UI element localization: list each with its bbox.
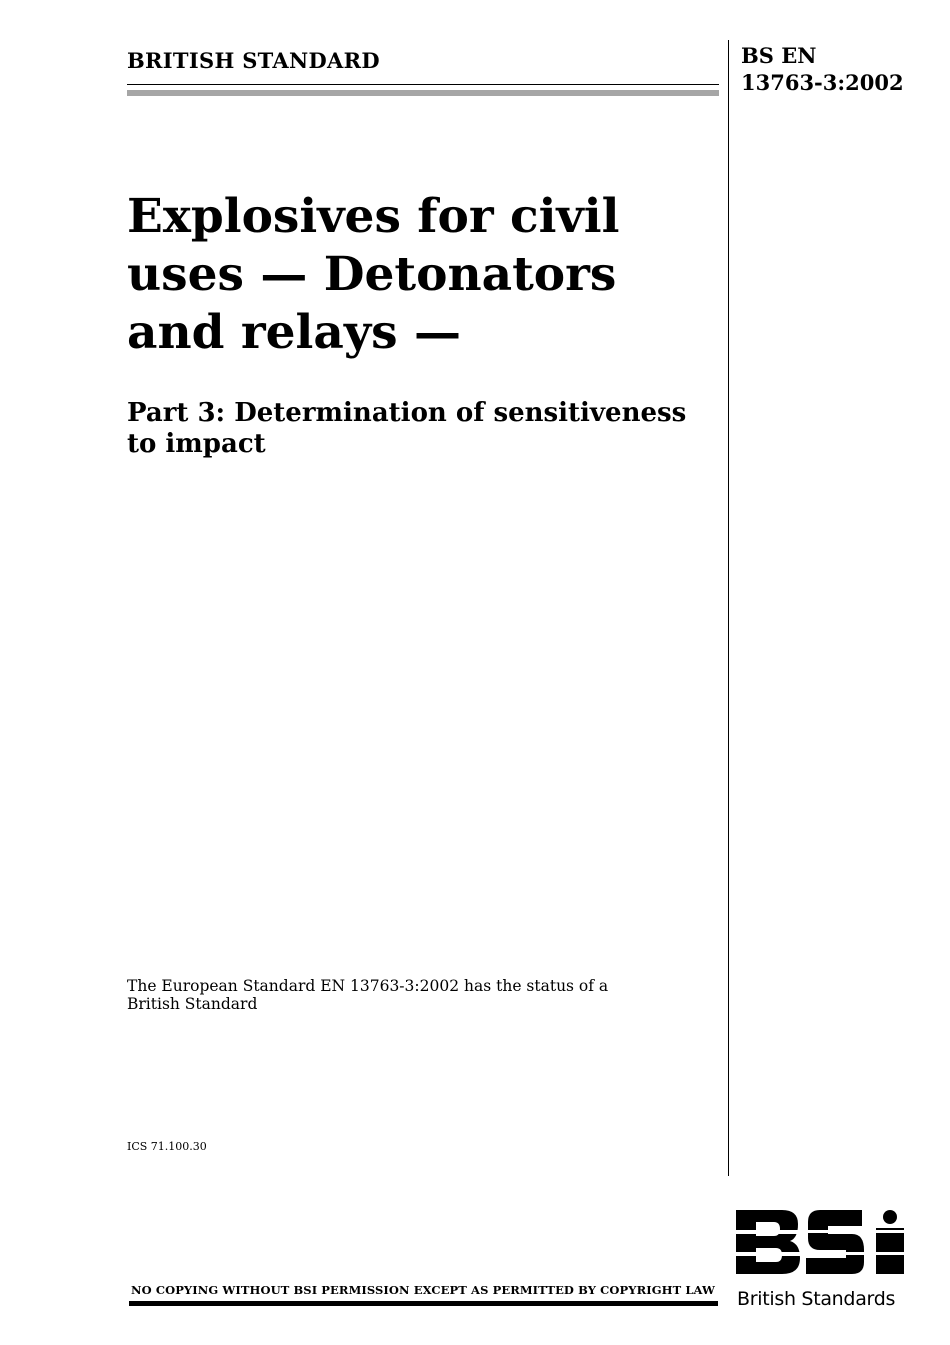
status-line2: British Standard	[127, 995, 258, 1013]
document-subtitle	[127, 398, 727, 460]
subtitle-line1: Part 3: Determination of sensitiveness	[127, 398, 687, 428]
bsi-logo-text: British Standards	[737, 1288, 896, 1310]
footer-rule	[129, 1301, 718, 1306]
subtitle-line2: to impact	[127, 429, 266, 459]
standard-number-line2: 13763-3:2002	[741, 70, 904, 95]
copyright-notice: NO COPYING WITHOUT BSI PERMISSION EXCEPT AS PERMITTED BY COPYRIGHT LAW	[130, 1283, 716, 1297]
status-line1: The European Standard EN 13763-3:2002 has the status of a	[127, 977, 609, 995]
status-statement	[127, 977, 627, 1013]
header-rule-thick	[127, 90, 719, 96]
standard-number	[741, 42, 904, 96]
title-line3: and relays —	[127, 305, 461, 360]
document-title	[127, 188, 717, 362]
header-rule-thin	[127, 84, 719, 85]
standard-number-line1: BS EN	[741, 43, 817, 68]
title-line1: Explosives for civil	[127, 189, 620, 244]
title-line2: uses — Detonators	[127, 247, 617, 302]
vertical-divider	[728, 40, 729, 1176]
document-type-label: BRITISH STANDARD	[127, 48, 380, 73]
ics-code: ICS 71.100.30	[127, 1140, 207, 1153]
bsi-logo-icon	[736, 1210, 906, 1286]
